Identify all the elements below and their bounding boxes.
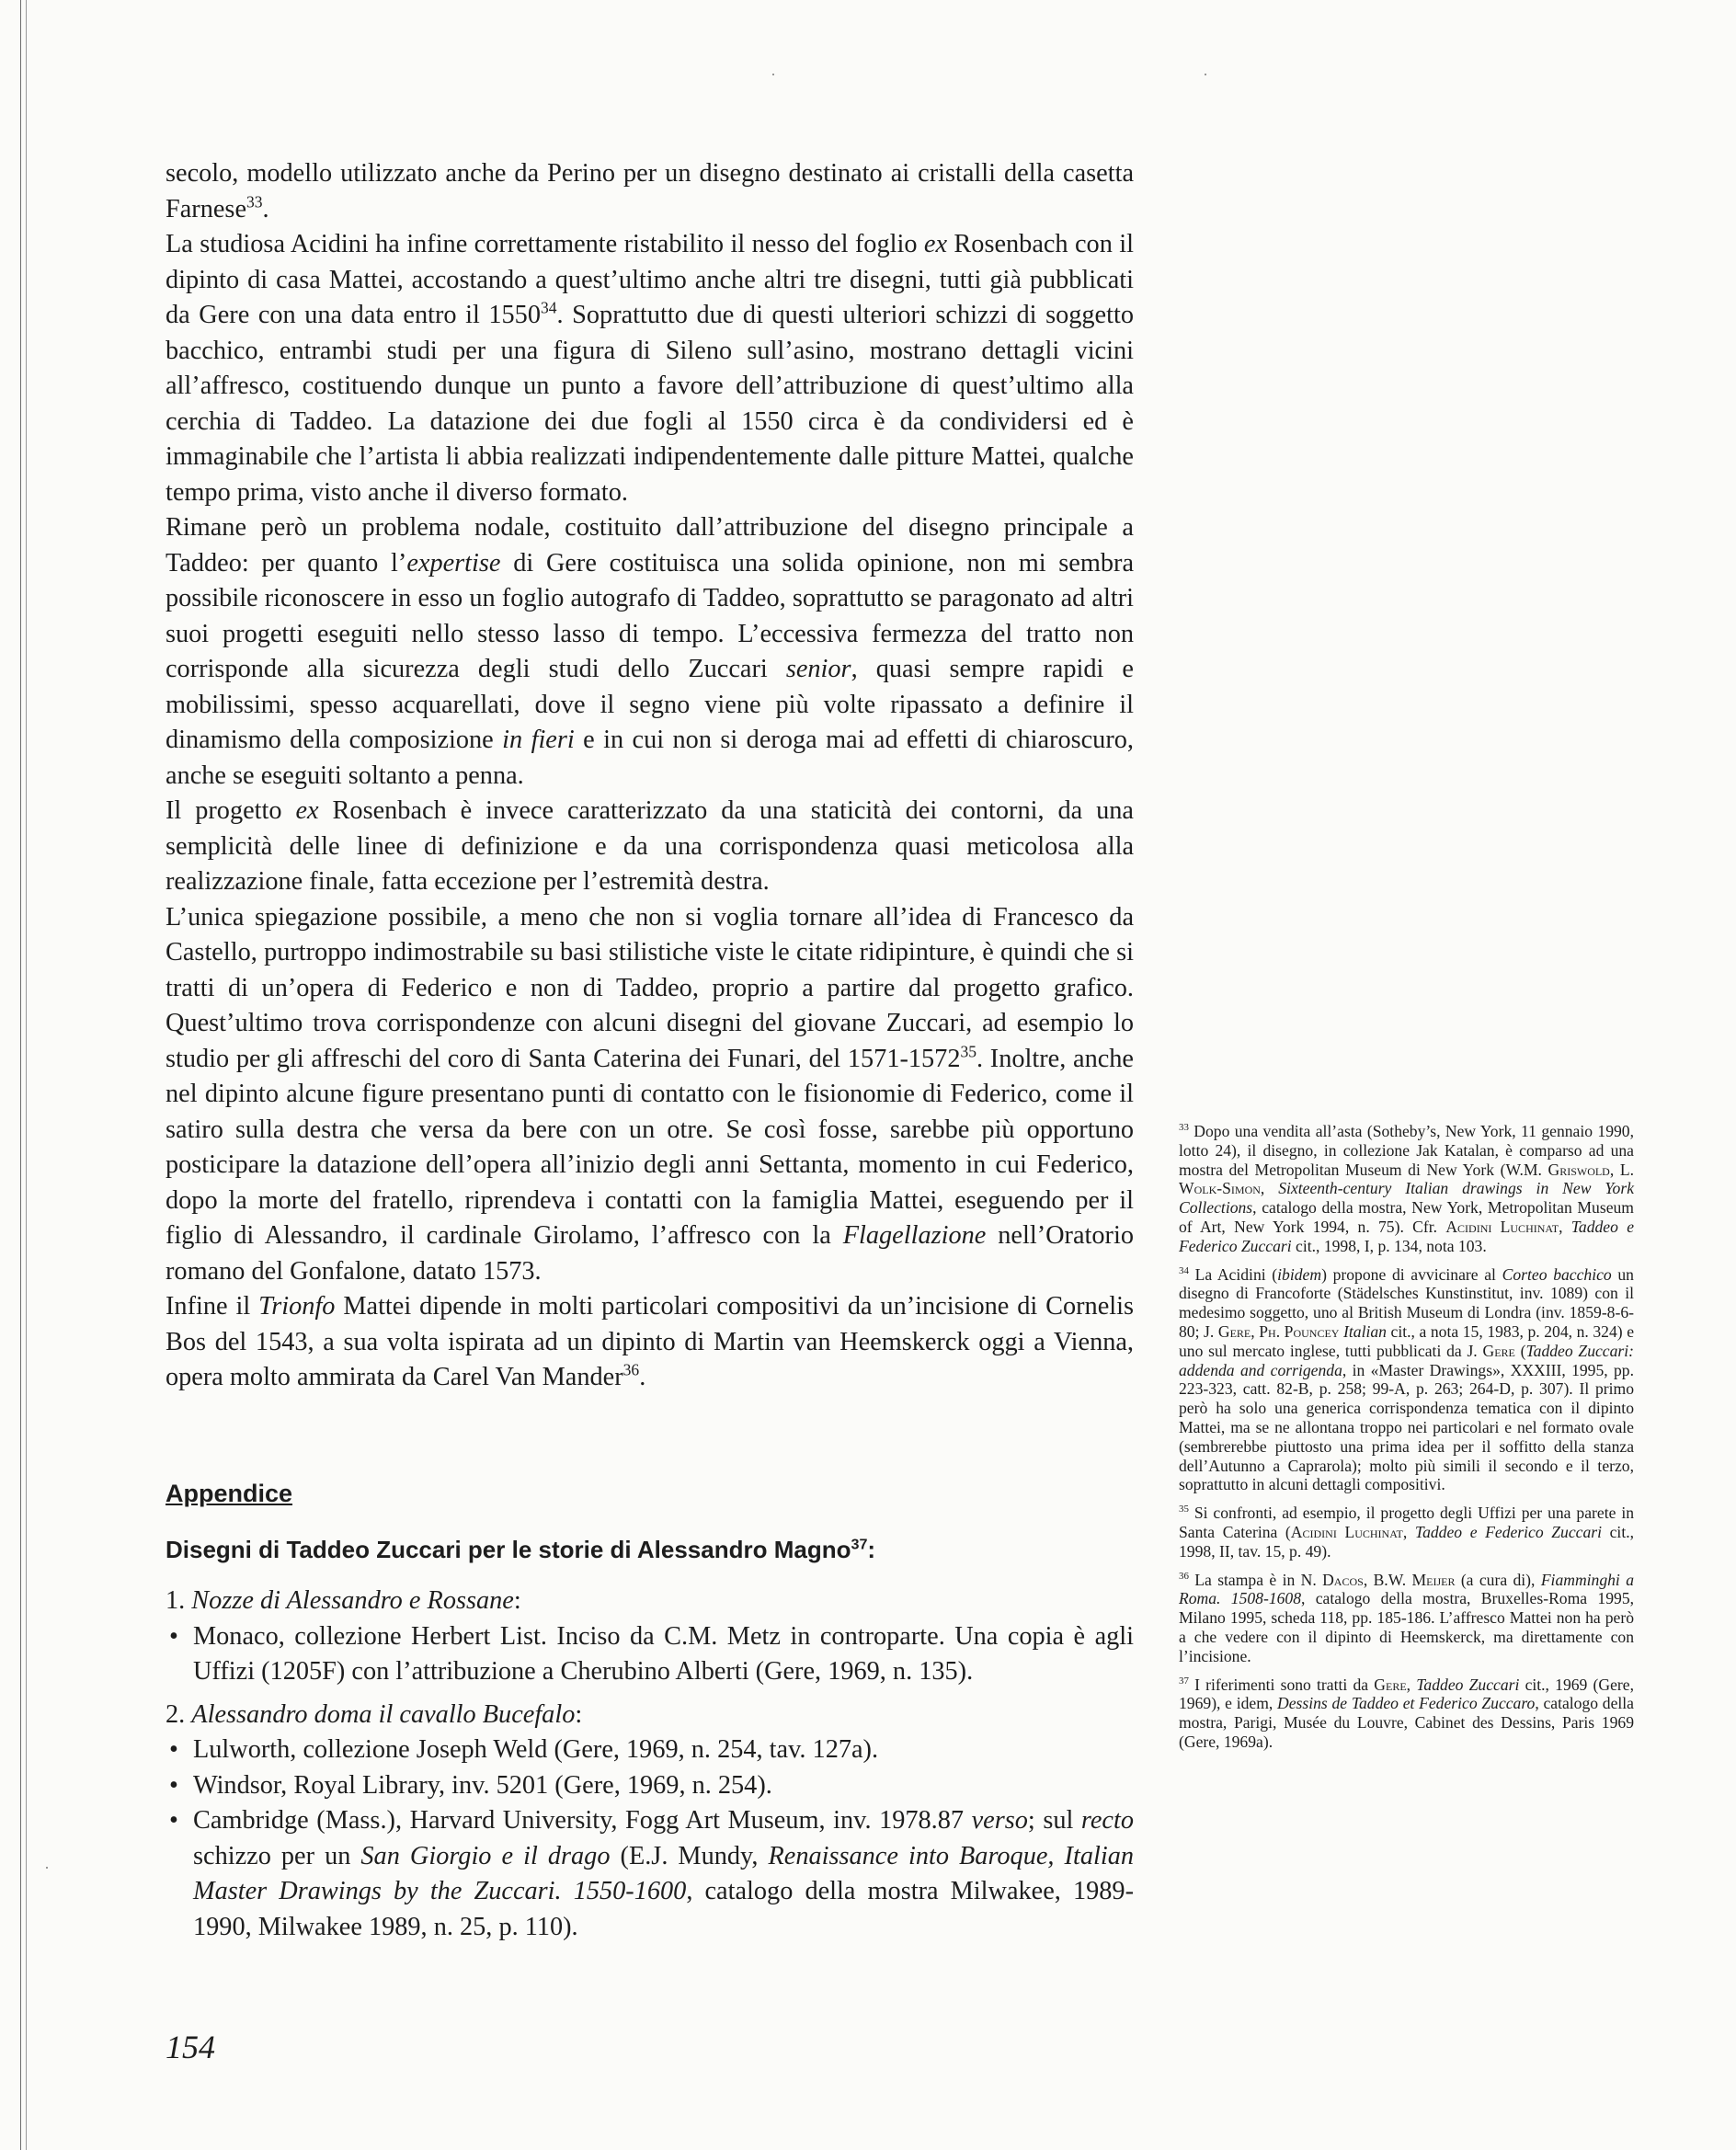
text-run: , — [1251, 1321, 1260, 1341]
text-run: di Gere costituisca una solida opinione, non mi sembra possibile riconoscere in esso un foglio autografo di Taddeo, soprattutto se paragonato ad altri suoi progetti eseguiti nello stesso lasso di tempo. L’eccessiva fermezza del tratto non corrisponde alla sicurezza degli studi dello Zuccari — [166, 548, 1135, 683]
text-run: un disegno di Francoforte (Städelsches Kunstinstitut, inv. 1089) con il medesimo soggetto, uno al British Museum di Londra (inv. 1859-8-6-80; J. — [1179, 1264, 1634, 1341]
text-run: Disegni di Taddeo Zuccari per le storie di Alessandro Magno — [166, 1535, 851, 1563]
small-caps-name: Gere — [1374, 1675, 1407, 1694]
text-run: I riferimenti sono tratti da — [1188, 1675, 1375, 1694]
text-run: Mattei dipende in molti particolari compositivi da un’incisione di Cornelis Bos del 1543, a sua volta ispirata ad un dipinto di Martin van Heemskerck oggi a Vienna, opera molto ammirata da Carel Van Mander — [166, 1292, 1134, 1391]
text-run: Si confronti, ad esempio, il progetto degli Uffizi per una parete in Santa Caterina ( — [1179, 1504, 1634, 1541]
text-run: Cambridge (Mass.), Harvard University, Fogg Art Museum, inv. 1978.87 — [193, 1806, 972, 1835]
body-paragraph — [166, 900, 1134, 1290]
body-paragraph — [166, 156, 1134, 227]
text-run: . — [639, 1363, 646, 1391]
italic-text: in fieri — [502, 726, 575, 754]
text-run: L’unica spiegazione possibile, a meno che non si voglia tornare all’idea di Francesco da Castello, purtroppo indimostrabile su basi stilistiche viste le citate ridipinture, è quindi che si tratti di un’opera di Federico e non di Taddeo, proprio a partire dal progetto grafico. Quest’ultimo trova corrispondenze con alcuni disegni del giovane Zuccari, ad esempio lo studio per gli affreschi del coro di Santa Caterina dei Funari, del 1571-1572 — [166, 902, 1134, 1073]
text-run: , quasi sempre rapidi e mobilissimi, spesso acquarellati, dove il segno viene più volte ripassato a definire il dinamismo della composizione — [166, 655, 1134, 754]
body-paragraph — [166, 510, 1134, 794]
text-run: La Acidini ( — [1188, 1264, 1278, 1284]
text-run: , — [1402, 1522, 1415, 1541]
bullet-list — [166, 1619, 1134, 1690]
italic-text: Italian — [1343, 1321, 1387, 1341]
text-run: Windsor, Royal Library, inv. 5201 (Gere, 1969, n. 254). — [193, 1770, 772, 1800]
text-run: e in cui non si deroga mai ad effetti di chiaroscuro, anche se eseguiti soltanto a penna. — [166, 726, 1134, 790]
footnotes-column — [1179, 1122, 1634, 1761]
text-run: , catalogo della mostra, Parigi, Musée du Louvre, Cabinet des Dessins, Paris 1969 (Gere, 1969a). — [1179, 1694, 1634, 1751]
text-run: (E.J. Mundy, — [610, 1841, 769, 1870]
text-run: Il progetto — [166, 796, 296, 825]
small-caps-name: Griswold — [1548, 1160, 1610, 1179]
bullet-list — [166, 1733, 1134, 1945]
scan-speck — [772, 74, 774, 75]
text-run: Rosenbach con il dipinto di casa Mattei, accostando a quest’ultimo anche altri tre disegni, tutti già pubblicati da Gere con una data entro il 1550 — [166, 230, 1134, 329]
body-paragraph — [166, 794, 1134, 900]
footnote-ref: 37 — [1179, 1675, 1189, 1687]
appendix-item — [166, 1698, 1134, 1946]
small-caps-name: Gere — [1482, 1341, 1515, 1360]
small-caps-name: Ph. Pouncey — [1259, 1321, 1340, 1341]
bullet-item — [166, 1803, 1134, 1945]
text-run: , catalogo della mostra, New York, Metropolitan Museum of Art, New York 1994, n. 75). Cfr. — [1179, 1198, 1634, 1236]
text-run: , — [1406, 1675, 1417, 1694]
footnote-ref: 36 — [1179, 1570, 1189, 1582]
footnote-ref: 34 — [540, 298, 557, 317]
italic-text: ex — [923, 230, 948, 258]
text-run: cit., 1969 (Gere, 1969), e idem, — [1179, 1675, 1634, 1713]
italic-text: Alessandro doma il cavallo Bucefalo — [191, 1699, 576, 1729]
text-run: Lulworth, collezione Joseph Weld (Gere, 1969, n. 254, tav. 127a). — [193, 1735, 879, 1764]
footnote — [1179, 1571, 1634, 1666]
text-run: La studiosa Acidini ha infine correttamente ristabilito il nesso del foglio — [166, 230, 924, 258]
footnote-ref: 35 — [960, 1042, 977, 1061]
footnote-ref: 35 — [1179, 1504, 1189, 1515]
italic-text: Taddeo e Federico Zuccari — [1414, 1522, 1602, 1541]
main-text-column — [166, 156, 1134, 1396]
text-run: : — [575, 1699, 583, 1729]
text-run: Rosenbach è invece caratterizzato da una staticità dei contorni, da una semplicità delle linee di definizione e da una corrispondenza quasi meticolosa alla realizzazione finale, fatta eccezione per l’estremità destra. — [166, 796, 1134, 896]
footnote — [1179, 1265, 1634, 1495]
binding-edge-line — [26, 0, 27, 2150]
italic-text: Renaissance into Baroque, Italian Master Drawings by the Zuccari. 1550-1600 — [193, 1841, 1134, 1905]
appendix-item-heading — [166, 1584, 1134, 1619]
appendix-item — [166, 1584, 1134, 1690]
bullet-item — [166, 1619, 1134, 1690]
footnote-ref: 34 — [1179, 1264, 1189, 1276]
italic-text: expertise — [406, 548, 501, 578]
italic-text: Taddeo Zuccari: addenda and corrigenda — [1179, 1341, 1635, 1379]
text-run: cit., 1998, II, tav. 15, p. 49). — [1179, 1522, 1635, 1561]
italic-text: Taddeo Zuccari — [1416, 1675, 1520, 1694]
italic-text: Fiamminghi a Roma. 1508-1608 — [1179, 1570, 1634, 1608]
body-paragraph — [166, 227, 1134, 510]
text-run: Rimane però un problema nodale, costituito dall’attribuzione del disegno principale a Taddeo: per quanto l’ — [166, 513, 1134, 578]
appendix-subtitle — [166, 1532, 1134, 1568]
text-run: , B.W. — [1363, 1570, 1412, 1589]
text-run: Monaco, collezione Herbert List. Inciso da C.M. Metz in controparte. Una copia è agli Uffizi (1205F) con l’attribuzione a Cherubino Alberti (Gere, 1969, n. 135). — [193, 1621, 1134, 1686]
italic-text: senior — [785, 655, 851, 683]
text-run: (a cura di), — [1455, 1570, 1541, 1589]
small-caps-name: Dacos — [1322, 1570, 1364, 1589]
italic-text: recto — [1080, 1806, 1134, 1835]
italic-text: Flagellazione — [842, 1221, 987, 1250]
text-run: cit., a nota 15, 1983, p. 204, n. 324) e uno sul mercato inglese, tutti pubblicati da J. — [1179, 1321, 1635, 1360]
text-run: ) propone di avvicinare al — [1321, 1264, 1502, 1284]
italic-text: ex — [295, 796, 319, 825]
scan-speck — [46, 1867, 48, 1869]
footnote — [1179, 1122, 1634, 1256]
footnote-ref: 33 — [1179, 1122, 1189, 1134]
italic-text: ibidem — [1277, 1264, 1322, 1284]
text-run: , catalogo della mostra, Bruxelles-Roma 1995, Milano 1995, scheda 118, pp. 185-186. L’affresco Mattei non ha però a che vedere con il dipinto di Heemskerck, ma direttamente con l’incisione. — [1179, 1589, 1635, 1665]
italic-text: Sixteenth-century Italian drawings in New York Collections — [1179, 1179, 1634, 1218]
italic-text: verso — [971, 1806, 1028, 1835]
page-number: 154 — [166, 2029, 215, 2065]
appendix-item-heading — [166, 1698, 1134, 1733]
small-caps-name: Acidini Luchinat — [1290, 1522, 1403, 1541]
appendix-section — [166, 1476, 1134, 1952]
body-paragraph — [166, 1289, 1134, 1396]
italic-text: Dessins de Taddeo et Federico Zuccaro — [1277, 1694, 1536, 1713]
italic-text: Nozze di Alessandro e Rossane — [191, 1586, 514, 1615]
bullet-item — [166, 1768, 1134, 1804]
text-run: , L. — [1609, 1160, 1634, 1179]
footnote — [1179, 1504, 1634, 1561]
scan-speck — [1205, 74, 1206, 75]
small-caps-name: Meijer — [1411, 1570, 1456, 1589]
italic-text: San Giorgio e il drago — [360, 1841, 611, 1870]
text-run: ; sul — [1027, 1806, 1081, 1835]
binding-edge-line — [20, 0, 21, 2150]
italic-text: Corteo bacchico — [1502, 1264, 1612, 1284]
text-run: : — [867, 1535, 876, 1563]
footnote — [1179, 1675, 1634, 1752]
text-run: cit., 1998, I, p. 134, nota 103. — [1291, 1236, 1487, 1255]
text-run: , in «Master Drawings», XXXIII, 1995, pp. 223-323, catt. 82-B, p. 258; 99-A, p. 263; 264-D, p. 307). Il primo però ha solo una generica corrispondenza tematica con il dipinto Mattei, ma se ne allontana troppo nei particolari e nel formato ovale (sembrerebbe piuttosto una prima idea per il soffitto della stanza dell’Autunno a Caprarola); molto più simili il secondo e il terzo, soprattutto in alcuni dettagli compositivi. — [1179, 1360, 1634, 1494]
text-run: secolo, modello utilizzato anche da Perino per un disegno destinato ai cristalli della casetta Farnese — [166, 159, 1134, 223]
text-run: : — [513, 1586, 521, 1615]
small-caps-name: Gere — [1217, 1321, 1251, 1341]
footnote-ref: 37 — [851, 1535, 868, 1552]
text-run: . — [262, 194, 269, 223]
text-run: , — [1559, 1217, 1571, 1236]
text-run: 2. — [166, 1699, 192, 1729]
text-run: Dopo una vendita all’asta (Sotheby’s, New York, 11 gennaio 1990, lotto 24), il disegno, in collezione Jak Katalan, è comparso ad una mostra del Metropolitan Museum di New York (W.M. — [1179, 1122, 1634, 1179]
text-run: . Inoltre, anche nel dipinto alcune figure presentano punti di contatto con le fisionomie di Federico, come il satiro sulla destra che versa da bere con un otre. Se così fosse, sarebbe più opportuno posticipare la datazione dell’opera all’inizio degli anni Settanta, momento in cui Federico, dopo la morte del fratello, riprendeva i contatti con la famiglia Mattei, eseguendo per il figlio di Alessandro, il cardinale Girolamo, l’affresco con la — [166, 1044, 1134, 1250]
appendix-list — [166, 1584, 1134, 1945]
text-run: 1. — [166, 1586, 192, 1615]
footnote-ref: 33 — [246, 192, 263, 212]
text-run: nell’Oratorio romano del Gonfalone, datato 1573. — [166, 1221, 1134, 1286]
appendix-title: Appendice — [166, 1480, 293, 1507]
text-run: Infine il — [166, 1292, 259, 1321]
italic-text: Taddeo e Federico Zuccari — [1179, 1217, 1635, 1255]
text-run: ( — [1514, 1341, 1526, 1360]
text-run: La stampa è in N. — [1188, 1570, 1323, 1589]
text-run: , — [1260, 1179, 1279, 1198]
text-run: , catalogo della mostra Milwakee, 1989-1990, Milwakee 1989, n. 25, p. 110). — [193, 1877, 1134, 1941]
bullet-item — [166, 1733, 1134, 1768]
footnote-ref: 36 — [622, 1360, 640, 1379]
text-run: . Soprattutto due di questi ulteriori schizzi di soggetto bacchico, entrambi studi per una figura di Sileno sull’asino, mostrano dettagli vicini all’affresco, costituendo dunque un punto a favore dell’attribuzione di quest’ultimo alla cerchia di Taddeo. La datazione dei due fogli al 1550 circa è da condividersi ed è immaginabile che l’artista li abbia realizzati indipendentemente dalle pitture Mattei, qualche tempo prima, visto anche il diverso formato. — [166, 301, 1134, 507]
small-caps-name: Acidini Luchinat — [1445, 1217, 1559, 1236]
small-caps-name: Wolk-Simon — [1179, 1179, 1261, 1198]
text-run: schizzo per un — [193, 1841, 361, 1870]
italic-text: Trionfo — [258, 1292, 336, 1321]
